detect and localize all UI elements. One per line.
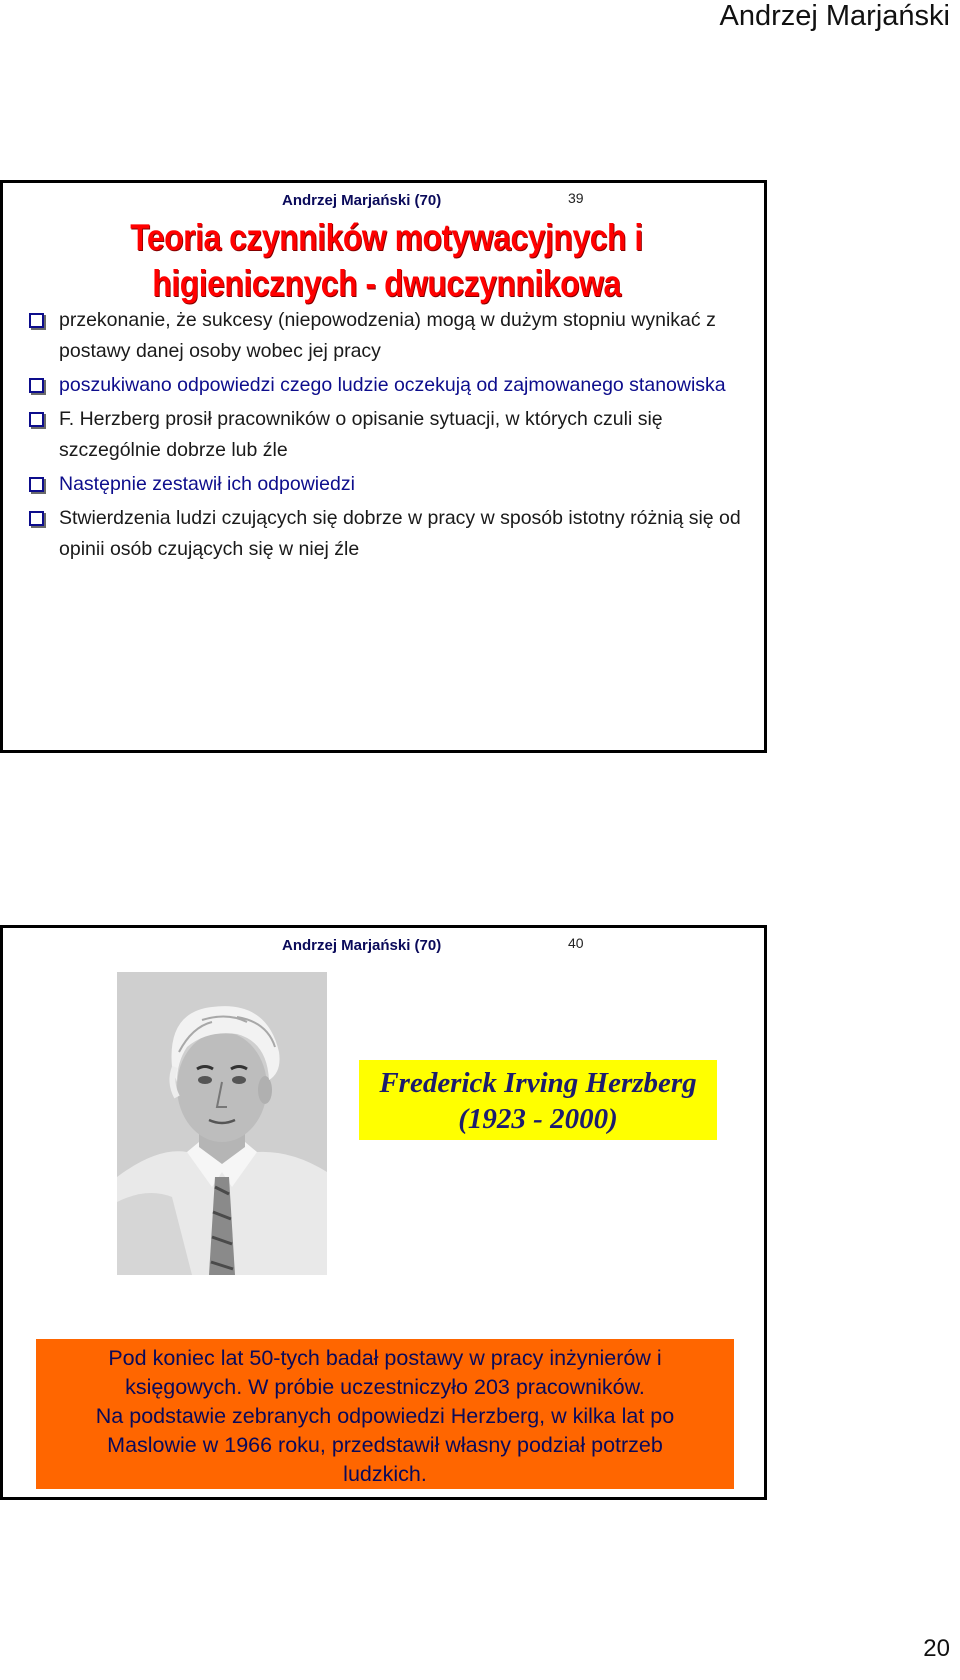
bullet-text: Następnie zestawił ich odpowiedzi xyxy=(59,473,355,495)
portrait-photo xyxy=(117,972,327,1275)
description-line: ludzkich. xyxy=(343,1462,427,1486)
person-name: Frederick Irving Herzberg xyxy=(379,1067,697,1099)
description-box xyxy=(36,1339,734,1489)
bullet-text: F. Herzberg prosił pracowników o opisanie sytuacji, w których czuli się szczególnie dobrze lub źle xyxy=(59,408,663,461)
bullet-item xyxy=(29,370,764,401)
page-header-author: Andrzej Marjański xyxy=(719,0,950,32)
slide-39 xyxy=(0,180,767,753)
description-line: Pod koniec lat 50-tych badał postawy w pracy inżynierów i xyxy=(108,1346,662,1370)
bullet-item xyxy=(29,469,764,500)
slide-author: Andrzej Marjański (70) xyxy=(282,192,442,209)
bullet-list xyxy=(29,305,764,568)
description-line: księgowych. W próbie uczestniczyło 203 pracowników. xyxy=(125,1375,645,1399)
checkbox-bullet-icon xyxy=(29,511,44,526)
bullet-item xyxy=(29,404,764,466)
name-box xyxy=(359,1060,717,1140)
portrait-illustration xyxy=(117,972,327,1275)
description-line: Na podstawie zebranych odpowiedzi Herzberg, w kilka lat po xyxy=(95,1404,675,1428)
description-line: Maslowie w 1966 roku, przedstawił własny podział potrzeb xyxy=(107,1433,663,1457)
slide-number: 40 xyxy=(568,935,584,951)
slide-title-line-2: higienicznych - dwuczynnikowa xyxy=(152,263,621,304)
slide-title-line-1: Teoria czynników motywacyjnych i xyxy=(130,217,643,258)
checkbox-bullet-icon xyxy=(29,477,44,492)
bullet-text: Stwierdzenia ludzi czujących się dobrze w pracy w sposób istotny różnią się od opinii osób czujących się w niej źle xyxy=(59,507,741,560)
bullet-item xyxy=(29,305,764,367)
slide-title xyxy=(57,215,717,307)
checkbox-bullet-icon xyxy=(29,313,44,328)
bullet-text: przekonanie, że sukcesy (niepowodzenia) mogą w dużym stopniu wynikać z postawy danej osoby wobec jej pracy xyxy=(59,309,716,362)
person-lifespan: (1923 - 2000) xyxy=(458,1103,618,1135)
slide-number: 39 xyxy=(568,190,584,206)
checkbox-bullet-icon xyxy=(29,412,44,427)
checkbox-bullet-icon xyxy=(29,378,44,393)
bullet-text: poszukiwano odpowiedzi czego ludzie oczekują od zajmowanego stanowiska xyxy=(59,374,726,396)
bullet-item xyxy=(29,503,764,565)
page-number: 20 xyxy=(923,1635,950,1662)
slide-40 xyxy=(0,925,767,1500)
slide-author: Andrzej Marjański (70) xyxy=(282,937,442,954)
